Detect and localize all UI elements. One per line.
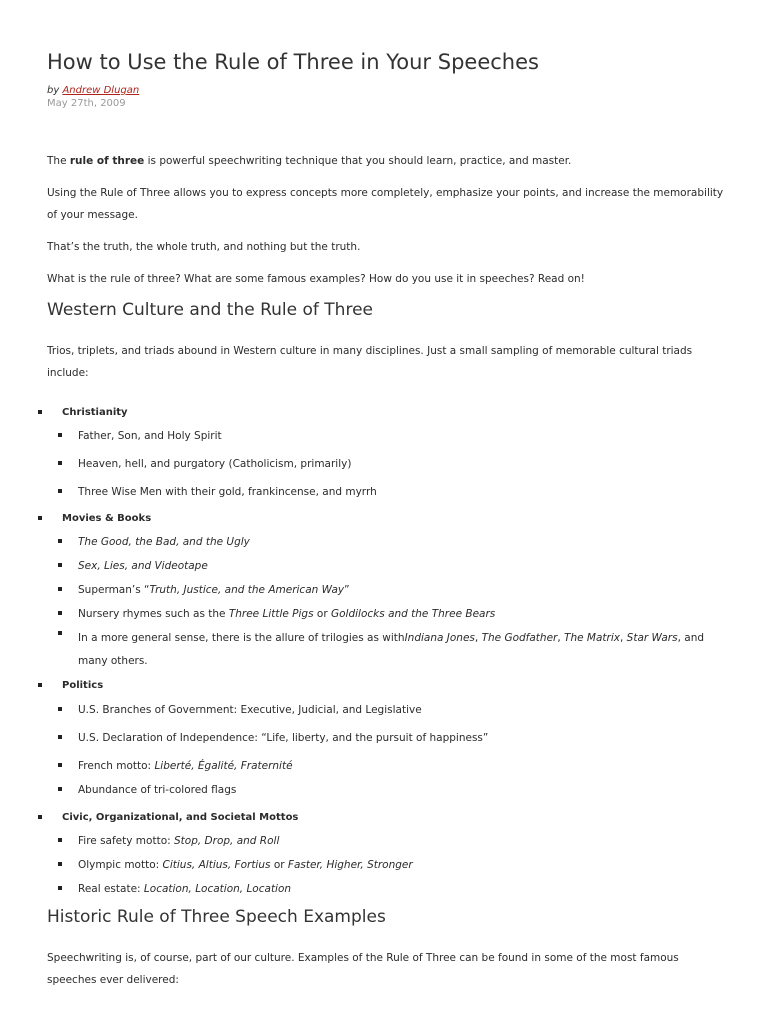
byline-prefix: by: [47, 85, 60, 96]
square-bullet-icon: [58, 838, 62, 842]
category-label: Civic, Organizational, and Societal Mottos: [62, 812, 299, 823]
author-link[interactable]: Andrew Dlugan: [62, 85, 140, 96]
square-bullet-icon: [58, 707, 62, 711]
square-bullet-icon: [58, 735, 62, 739]
title-star-wars: Star Wars: [626, 632, 678, 644]
list-item-text: [78, 834, 727, 848]
list-item-text: Three Wise Men with their gold, frankincense, and myrrh: [78, 486, 377, 498]
category-christianity: [47, 406, 727, 420]
category-civic-mottos: [47, 811, 727, 825]
category-movies-books: [47, 512, 727, 526]
text-fragment: or: [270, 859, 288, 871]
list-item: [47, 783, 727, 797]
category-label: Politics: [62, 680, 104, 691]
square-bullet-icon: [58, 631, 62, 635]
text-fragment: ,: [474, 632, 482, 644]
square-bullet-icon: [58, 563, 62, 567]
list-item: [47, 429, 727, 443]
p1-post: is powerful speechwriting technique that you should learn, practice, and master.: [144, 155, 572, 167]
text-fragment: , and many others.: [78, 632, 705, 667]
article-title: How to Use the Rule of Three in Your Speeches: [47, 50, 539, 74]
list-item-text: [78, 607, 727, 621]
text-fragment: Superman’s “: [78, 584, 150, 596]
french-motto: Liberté, Égalité, Fraternité: [154, 760, 293, 772]
text-fragment: ,: [619, 632, 627, 644]
p1-bold: rule of three: [69, 155, 145, 167]
category-label: Movies & Books: [62, 513, 152, 524]
list-item: [47, 583, 727, 597]
square-bullet-icon: [38, 815, 42, 819]
olympic-motto-english: Faster, Higher, Stronger: [287, 859, 413, 871]
list-item: [47, 731, 727, 745]
list-item: [47, 834, 727, 848]
intro-paragraph-1: [47, 150, 727, 172]
fire-safety-motto: Stop, Drop, and Roll: [174, 835, 280, 847]
square-bullet-icon: [58, 763, 62, 767]
square-bullet-icon: [38, 683, 42, 687]
text-fragment: Nursery rhymes such as the: [78, 608, 229, 620]
p1-pre: The: [47, 155, 70, 167]
list-item-text: Abundance of tri-colored flags: [78, 784, 237, 796]
olympic-motto-latin: Citius, Altius, Fortius: [162, 859, 271, 871]
square-bullet-icon: [58, 787, 62, 791]
list-item-text: [78, 858, 727, 872]
list-item: [47, 858, 727, 872]
text-fragment: French motto:: [78, 760, 155, 772]
byline: [47, 84, 727, 97]
title-goldilocks: Goldilocks and the Three Bears: [331, 608, 496, 620]
square-bullet-icon: [38, 516, 42, 520]
list-item-text: Heaven, hell, and purgatory (Catholicism, primarily): [78, 458, 352, 470]
text-fragment: Olympic motto:: [78, 859, 163, 871]
list-item: [47, 703, 727, 717]
square-bullet-icon: [58, 461, 62, 465]
list-item-text: [78, 627, 727, 673]
title-the-godfather: The Godfather: [481, 632, 558, 644]
list-item-text: [78, 583, 727, 597]
square-bullet-icon: [58, 886, 62, 890]
title-good-bad-ugly: The Good, the Bad, and the Ugly: [78, 536, 250, 548]
list-item-text: [78, 559, 727, 573]
square-bullet-icon: [58, 433, 62, 437]
square-bullet-icon: [58, 587, 62, 591]
intro-paragraph-3: That’s the truth, the whole truth, and nothing but the truth.: [47, 241, 361, 253]
list-item-text: [78, 759, 727, 773]
list-item-text: Father, Son, and Holy Spirit: [78, 430, 222, 442]
list-item: [47, 457, 727, 471]
list-item: [47, 485, 727, 499]
intro-paragraph-2: Using the Rule of Three allows you to express concepts more completely, emphasize your points, and increase the memorability of your message.: [47, 187, 724, 221]
title-the-matrix: The Matrix: [564, 632, 620, 644]
list-item: [47, 607, 727, 621]
intro-paragraph-4: What is the rule of three? What are some famous examples? How do you use it in speeches? Read on!: [47, 273, 585, 285]
text-fragment: ,: [557, 632, 565, 644]
list-item: [47, 559, 727, 573]
list-item: [47, 882, 727, 896]
superman-motto: Truth, Justice, and the American Way: [149, 584, 345, 596]
section-heading-western-culture: Western Culture and the Rule of Three: [47, 300, 373, 320]
section-1-intro: Trios, triplets, and triads abound in Western culture in many disciplines. Just a small sampling of memorable cultural triads include:: [47, 345, 693, 379]
publish-date: May 27th, 2009: [47, 98, 126, 109]
text-fragment: ”: [344, 584, 350, 596]
section-2-intro: Speechwriting is, of course, part of our culture. Examples of the Rule of Three can be found in some of the most famous speeches ever delivered:: [47, 952, 679, 986]
real-estate-motto: Location, Location, Location: [143, 883, 292, 895]
square-bullet-icon: [58, 539, 62, 543]
list-item: [47, 627, 727, 673]
list-item: [47, 535, 727, 549]
title-indiana-jones: Indiana Jones: [404, 632, 475, 644]
triads-list: [47, 406, 727, 896]
list-item-text: [78, 882, 727, 896]
square-bullet-icon: [58, 611, 62, 615]
square-bullet-icon: [38, 410, 42, 414]
list-item: [47, 759, 727, 773]
category-politics: [47, 679, 727, 693]
square-bullet-icon: [58, 862, 62, 866]
list-item-text: [78, 535, 727, 549]
list-item-text: U.S. Declaration of Independence: “Life, liberty, and the pursuit of happiness”: [78, 732, 489, 744]
category-label: Christianity: [62, 407, 128, 418]
list-item-text: U.S. Branches of Government: Executive, Judicial, and Legislative: [78, 704, 422, 716]
text-fragment: Real estate:: [78, 883, 144, 895]
square-bullet-icon: [58, 489, 62, 493]
text-fragment: In a more general sense, there is the allure of trilogies as with: [78, 632, 405, 644]
section-heading-historic-examples: Historic Rule of Three Speech Examples: [47, 907, 386, 927]
title-three-little-pigs: Three Little Pigs: [228, 608, 314, 620]
text-fragment: or: [313, 608, 331, 620]
text-fragment: Fire safety motto:: [78, 835, 174, 847]
title-sex-lies: Sex, Lies, and Videotape: [78, 560, 208, 572]
